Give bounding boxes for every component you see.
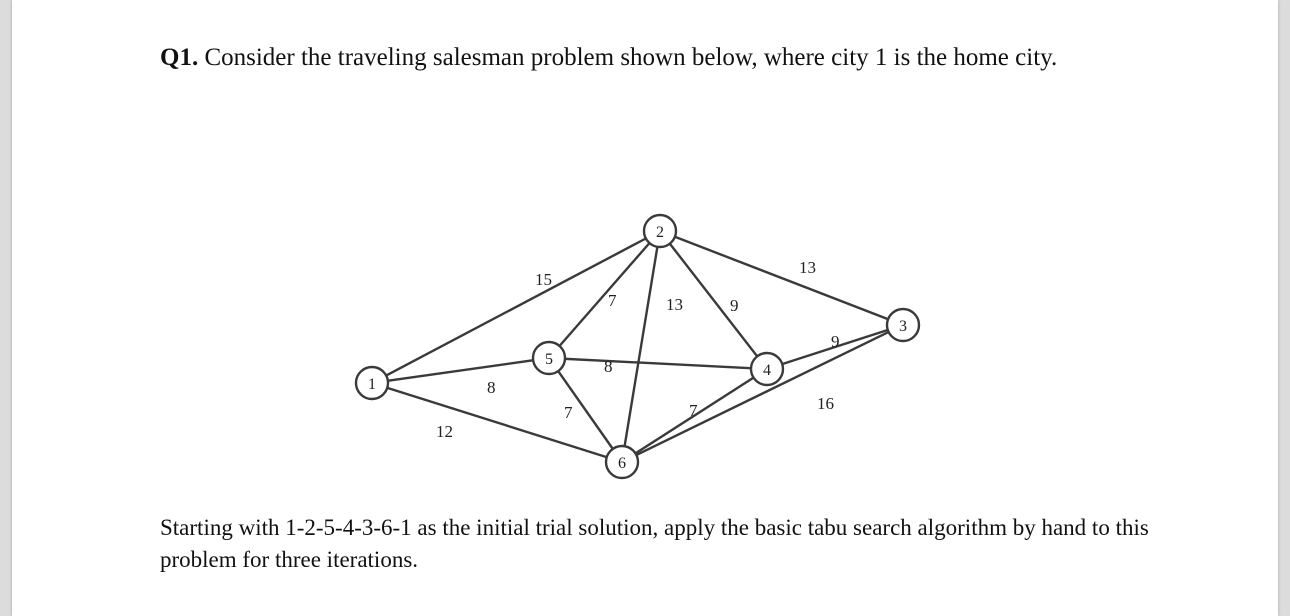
city-label-6: 6: [618, 455, 626, 472]
edge-6-3: [622, 325, 903, 462]
edge-weight-6-3: 16: [817, 394, 834, 413]
city-label-5: 5: [545, 351, 553, 368]
edge-1-5: [372, 358, 549, 383]
edge-weight-2-4: 9: [730, 296, 739, 315]
city-node-5: [533, 342, 565, 374]
city-label-3: 3: [899, 318, 907, 335]
city-node-3: [887, 309, 919, 341]
city-node-1: [356, 367, 388, 399]
edge-weight-6-4: 7: [689, 401, 698, 420]
edge-weight-4-3: 9: [831, 332, 840, 351]
question-text: Consider the traveling salesman problem shown below, where city 1 is the home city.: [204, 44, 1058, 71]
instruction-text: Starting with 1-2-5-4-3-6-1 as the initial trial solution, apply the basic tabu search algorithm by hand to this problem for three iterations.: [160, 515, 1149, 572]
edge-weight-2-5: 7: [608, 291, 617, 310]
graph-edge-weights: [436, 258, 840, 441]
edge-weight-2-6: 13: [666, 295, 683, 314]
edge-weight-5-4: 8: [604, 357, 613, 376]
city-node-2: [644, 215, 676, 247]
city-label-1: 1: [368, 376, 376, 393]
edge-weight-2-3: 13: [799, 258, 816, 277]
edge-weight-1-5: 8: [487, 378, 496, 397]
city-node-4: [751, 353, 783, 385]
document-page: [12, 0, 1278, 616]
edge-5-4: [549, 358, 767, 369]
edge-1-6: [372, 383, 622, 462]
edge-1-2: [372, 231, 660, 383]
city-label-4: 4: [763, 362, 771, 379]
edge-2-6: [622, 231, 660, 462]
city-node-6: [606, 446, 638, 478]
city-label-2: 2: [656, 224, 664, 241]
edge-weight-5-6: 7: [564, 403, 573, 422]
edge-weight-1-2: 15: [535, 270, 552, 289]
edge-weight-1-6: 12: [436, 422, 453, 441]
question-label: Q1.: [160, 44, 199, 71]
